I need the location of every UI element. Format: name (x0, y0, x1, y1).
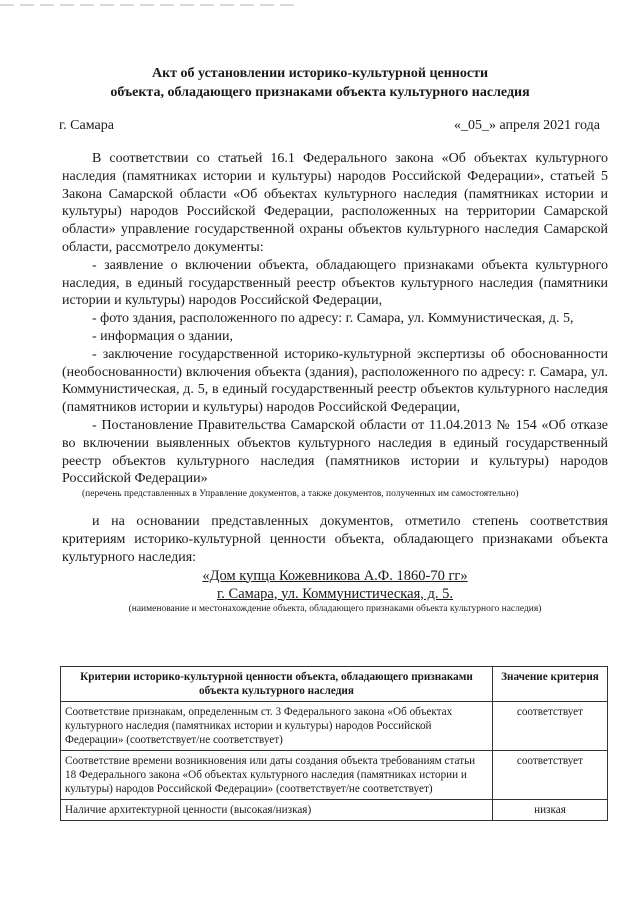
criterion-cell: Соответствие признакам, определенным ст. 3 Федерального закона «Об объектах культурного наследия (памятниках истории и культуры) народов Российской Федерации» (соответствует/не соответствует) (61, 702, 493, 751)
document-title (40, 64, 600, 102)
doc-item-photo: - фото здания, расположенного по адресу: г. Самара, ул. Коммунистическая, д. 5, (92, 311, 574, 327)
criteria-table (60, 666, 608, 821)
header-criteria: Критерии историко-культурной ценности объекта, обладающего признаками объекта культурного наследия (61, 667, 493, 702)
document-date: «_05_» апреля 2021 года (454, 118, 600, 133)
conclusion-paragraph: и на основании представленных документов, отметило степень соответствия критериям историко-культурной ценности объекта, обладающего признаками объекта культурного наследия: (62, 514, 608, 565)
doc-item-application: - заявление о включении объекта, обладающего признаками объекта культурного наследия, в единый государственный реестр объектов культурного наследия (памятники истории и культуры) народов Российской Федерации, (62, 257, 608, 309)
doc-item-resolution: - Постановление Правительства Самарской области от 11.04.2013 № 154 «Об отказе во включении выявленных объектов культурного наследия в единый государственный реестр объектов культурного наследия (памятников истории и культуры) народов Российской Федерации» (62, 417, 608, 487)
doc-item-info: - информация о здании, (92, 328, 233, 344)
scan-top-edge-dashes (0, 2, 640, 8)
docs-footnote: (перечень представленных в Управление документов, а также документов, полученных им самостоятельно) (82, 489, 519, 500)
document-body (62, 150, 608, 616)
intro-paragraph: В соответствии со статьей 16.1 Федерального закона «Об объектах культурного наследия (памятниках истории и культуры) народов Российской Федерации», статьей 5 Закона Самарской области «Об объектах культурного наследия (памятниках истории и культуры) народов Российской Федерации, расположенных на территории Самарской области» управление государственной охраны объектов культурного наследия Самарской области, рассмотрело документы: (62, 151, 608, 255)
table-row (61, 800, 608, 821)
doc-item-expertise: - заключение государственной историко-культурной экспертизы об обоснованности (необоснованности) включения объекта (здания), расположенного по адресу: г. Самара, ул. Коммунистическая, д. 5, в единый государственный реестр объектов культурного наследия (памятников истории и культуры) народов Российской Федерации, (62, 346, 608, 416)
table-row (61, 702, 608, 751)
header-value: Значение критерия (492, 667, 607, 702)
table-row (61, 751, 608, 800)
criterion-cell: Наличие архитектурной ценности (высокая/низкая) (61, 800, 493, 821)
title-line-2: объекта, обладающего признаками объекта культурного наследия (110, 85, 530, 100)
table-header-row (61, 667, 608, 702)
object-footnote: (наименование и местонахождение объекта, обладающего признаками объекта культурного наследия) (128, 603, 542, 614)
object-address: г. Самара, ул. Коммунистическая, д. 5. (216, 585, 453, 602)
object-name: «Дом купца Кожевникова А.Ф. 1860-70 гг» (202, 567, 468, 584)
title-line-1: Акт об установлении историко-культурной ценности (151, 66, 489, 81)
value-cell: соответствует (492, 702, 607, 751)
document-place: г. Самара (59, 118, 114, 133)
criterion-cell: Соответствие времени возникновения или даты создания объекта требованиям статьи 18 Федерального закона «Об объектах культурного наследия (памятниках истории и культуры) народов Российской Федерации» (соответствует/не соответствует) (61, 751, 493, 800)
value-cell: низкая (492, 800, 607, 821)
value-cell: соответствует (492, 751, 607, 800)
